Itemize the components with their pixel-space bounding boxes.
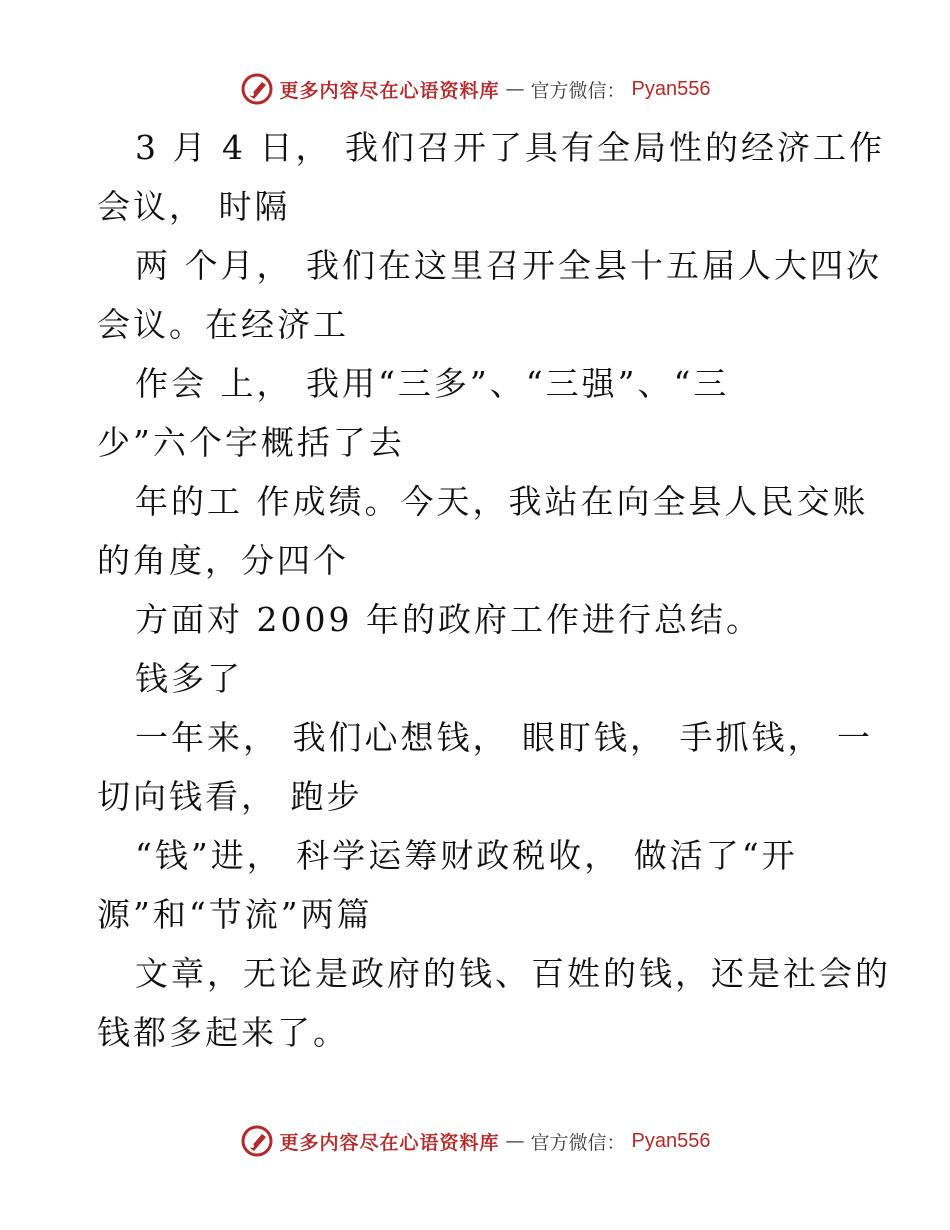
watermark-wechat-label: 官方微信： — [530, 79, 626, 102]
text-line: “钱”进， 科学运筹财政税收， 做活了“开 — [135, 836, 798, 875]
watermark-site-text: 更多内容尽在心语资料库 — [279, 1131, 500, 1154]
section-heading: 钱多了 — [135, 659, 243, 698]
watermark-wechat-id: Pyan556 — [631, 77, 711, 100]
text-line: 文章，无论是政府的钱、百姓的钱，还是社会的 — [135, 954, 891, 993]
watermark-dash: — — [505, 1130, 525, 1152]
watermark-dash: — — [505, 78, 525, 100]
footer-watermark — [0, 1124, 950, 1158]
text-line: 源”和“节流”两篇 — [97, 895, 373, 934]
header-watermark — [0, 72, 950, 106]
watermark-wechat-label: 官方微信： — [530, 1131, 626, 1154]
text-line: 切向钱看， 跑步 — [97, 777, 363, 816]
watermark-site-text: 更多内容尽在心语资料库 — [279, 79, 500, 102]
text-line: 会议。在经济工 — [97, 305, 349, 344]
text-line: 两 个月， 我们在这里召开全县十五届人大四次 — [135, 246, 882, 285]
text-line: 方面对 2009 年的政府工作进行总结。 — [135, 600, 762, 639]
text-line: 少”六个字概括了去 — [97, 423, 405, 462]
text-line: 钱都多起来了。 — [97, 1013, 349, 1052]
pen-nib-seal-icon — [240, 1124, 274, 1158]
document-body — [97, 118, 891, 1062]
text-line: 年的工 作成绩。今天，我站在向全县人民交账 — [135, 482, 869, 521]
text-line: 的角度，分四个 — [97, 541, 349, 580]
text-line: 会议， 时隔 — [97, 187, 291, 226]
text-line: 一年来， 我们心想钱， 眼盯钱， 手抓钱， 一 — [135, 718, 873, 757]
text-line: 3 月 4 日， 我们召开了具有全局性的经济工作 — [135, 128, 885, 167]
text-line: 作会 上， 我用“三多”、“三强”、“三 — [135, 364, 730, 403]
pen-nib-seal-icon — [240, 72, 274, 106]
watermark-wechat-id: Pyan556 — [631, 1129, 711, 1152]
